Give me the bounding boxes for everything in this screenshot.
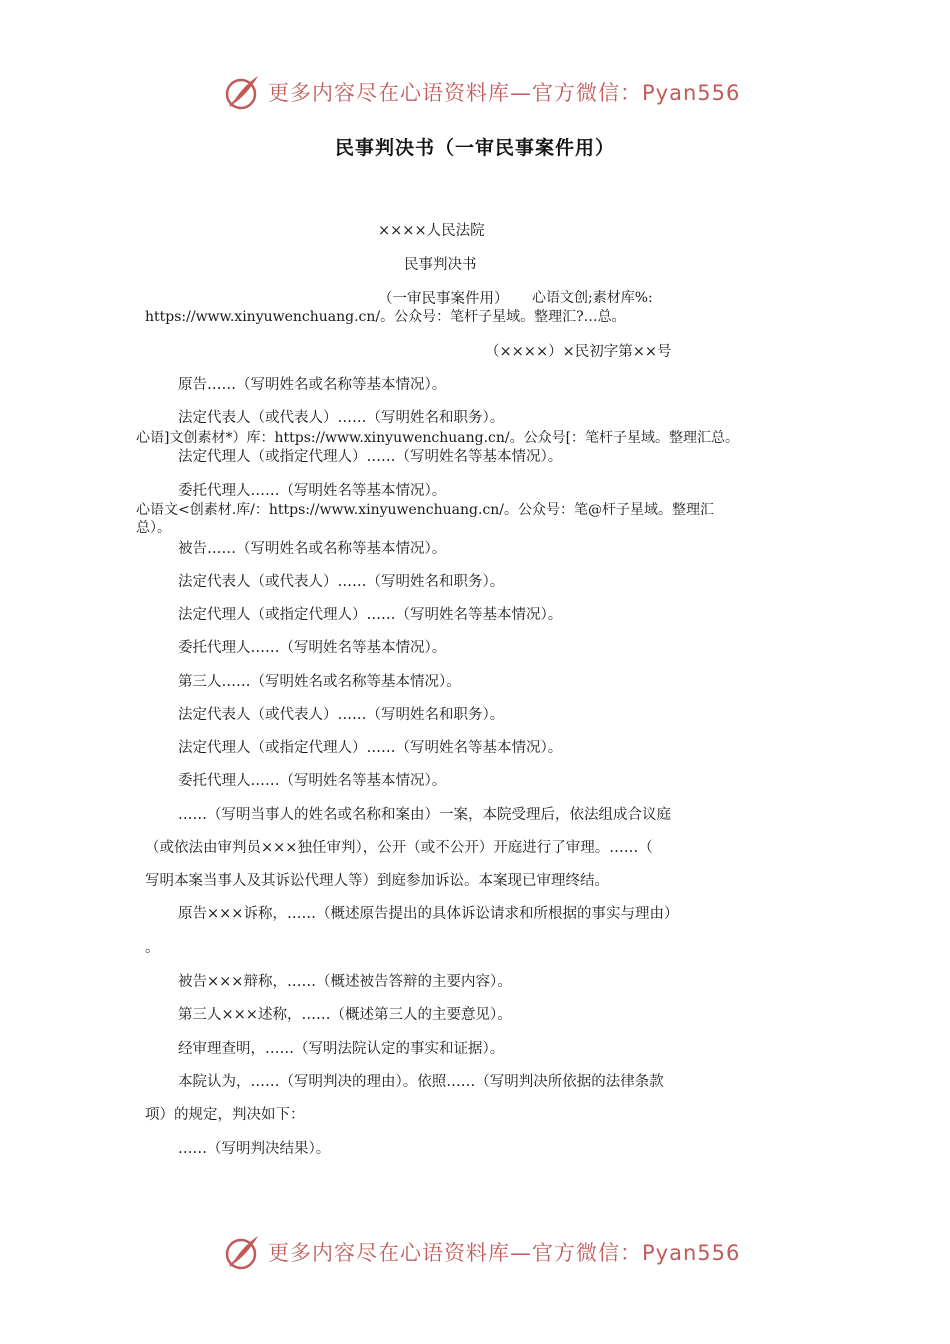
third-party-line: 第三人……（写明姓名或名称等基本情况）。 xyxy=(178,674,461,690)
plaintiff-agent-line: 委托代理人……（写明姓名等基本情况）。 xyxy=(178,483,447,499)
body-paragraph: 原告×××诉称，……（概述原告提出的具体诉讼请求和所根据的事实与理由） xyxy=(178,906,679,922)
defendant-agent-line: 委托代理人……（写明姓名等基本情况）。 xyxy=(178,640,447,656)
banner-text: 更多内容尽在心语资料库—官方微信：Pyan556 xyxy=(268,1241,741,1265)
header-banner xyxy=(222,72,740,112)
page-title: 民事判决书（一审民事案件用） xyxy=(334,137,615,159)
watermark-text: 心语文创;素材库%: xyxy=(532,290,653,306)
body-paragraph: 被告×××辩称，……（概述被告答辩的主要内容）。 xyxy=(178,974,512,990)
body-paragraph: （或依法由审判员×××独任审判），公开（或不公开）开庭进行了审理。……（ xyxy=(145,840,653,856)
body-paragraph: ……（写明当事人的姓名或名称和案由）一案，本院受理后，依法组成合议庭 xyxy=(178,807,671,823)
plaintiff-rep-line: 法定代表人（或代表人）……（写明姓名和职务）。 xyxy=(178,410,505,426)
defendant-line: 被告……（写明姓名或名称等基本情况）。 xyxy=(178,541,447,557)
defendant-legal-agent-line: 法定代理人（或指定代理人）……（写明姓名等基本情况）。 xyxy=(178,607,563,623)
document-subtitle: （一审民事案件用） xyxy=(378,291,509,307)
third-party-agent-line: 委托代理人……（写明姓名等基本情况）。 xyxy=(178,773,447,789)
quill-logo-icon xyxy=(222,1232,262,1272)
third-party-legal-agent-line: 法定代理人（或指定代理人）……（写明姓名等基本情况）。 xyxy=(178,740,563,756)
court-name: ××××人民法院 xyxy=(378,223,485,239)
body-paragraph: 项）的规定，判决如下： xyxy=(145,1107,305,1123)
plaintiff-legal-agent-line: 法定代理人（或指定代理人）……（写明姓名等基本情况）。 xyxy=(178,449,563,465)
banner-text: 更多内容尽在心语资料库—官方微信：Pyan556 xyxy=(268,81,741,105)
body-paragraph: 本院认为，……（写明判决的理由）。依照……（写明判决所依据的法律条款 xyxy=(178,1074,664,1090)
watermark-text: 心语]文创素材*）库：https://www.xinyuwenchuang.cn/。公众号[：笔杆子星域。整理汇总。 xyxy=(136,430,740,446)
watermark-text: https://www.xinyuwenchuang.cn/。公众号：笔杆子星域。整理汇?…总。 xyxy=(145,309,626,325)
document-type: 民事判决书 xyxy=(404,257,477,273)
body-paragraph: 第三人×××述称，……（概述第三人的主要意见）。 xyxy=(178,1007,512,1023)
case-number: （××××）×民初字第××号 xyxy=(485,344,672,360)
third-party-rep-line: 法定代表人（或代表人）……（写明姓名和职务）。 xyxy=(178,707,505,723)
body-paragraph: 经审理查明，……（写明法院认定的事实和证据）。 xyxy=(178,1041,505,1057)
watermark-text: 总）。 xyxy=(136,520,171,536)
defendant-rep-line: 法定代表人（或代表人）……（写明姓名和职务）。 xyxy=(178,574,505,590)
watermark-text: 心语文<创素材.库/：https://www.xinyuwenchuang.cn/。公众号：笔@杆子星域。整理汇 xyxy=(136,502,715,518)
plaintiff-line: 原告……（写明姓名或名称等基本情况）。 xyxy=(178,377,447,393)
footer-banner xyxy=(222,1232,740,1272)
body-paragraph: 。 xyxy=(145,940,160,956)
body-paragraph: ……（写明判决结果）。 xyxy=(178,1141,331,1157)
body-paragraph: 写明本案当事人及其诉讼代理人等）到庭参加诉讼。本案现已审理终结。 xyxy=(145,873,609,889)
quill-logo-icon xyxy=(222,72,262,112)
